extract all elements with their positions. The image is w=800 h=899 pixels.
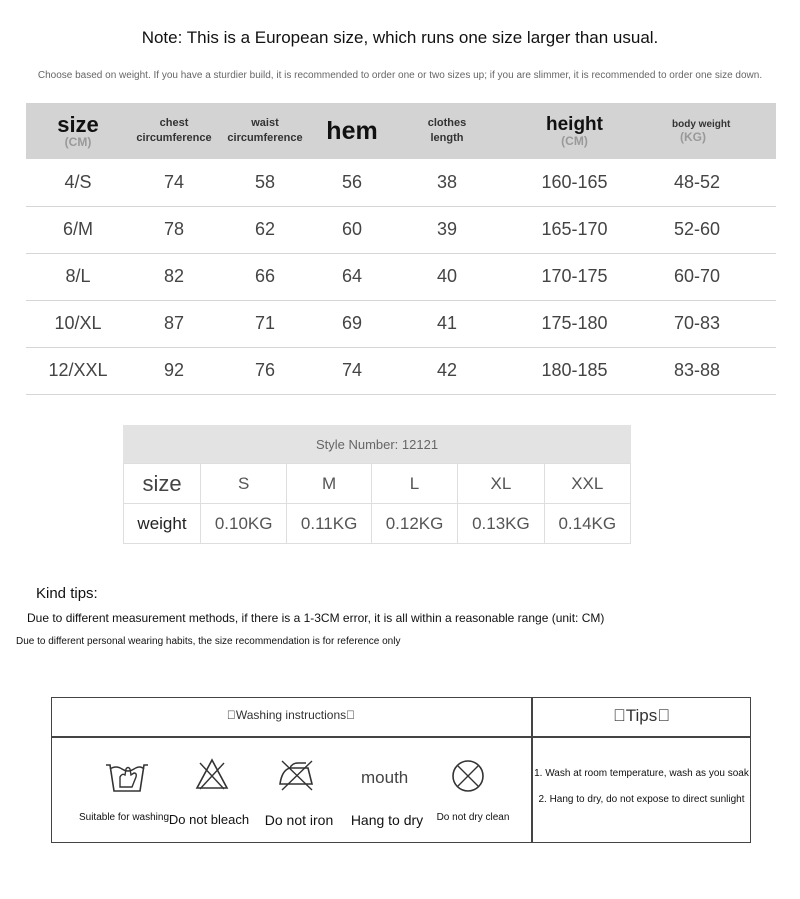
weight-table-size-label: size <box>124 464 201 504</box>
cell-chest: 78 <box>163 219 185 239</box>
cell-hem: 69 <box>341 313 363 333</box>
header-body-weight <box>647 103 776 159</box>
size-row <box>26 347 776 394</box>
label-suitable-for-washing: Suitable for washing <box>78 812 170 823</box>
washing-instructions-title:  Washing instructions  <box>226 708 356 722</box>
header-body-weight-label: body weight <box>672 119 731 130</box>
weight-table-size: L <box>371 464 457 504</box>
care-tips-title:  Tips  <box>613 706 670 725</box>
cell-waist: 76 <box>254 360 276 380</box>
header-hem-label: hem <box>326 116 378 145</box>
cell-waist: 66 <box>254 266 276 286</box>
header-height-label: height <box>546 114 603 135</box>
cell-length: 40 <box>436 266 458 286</box>
label-hang-to-dry: Hang to dry <box>350 812 424 828</box>
cell-hem: 64 <box>341 266 363 286</box>
header-chest <box>130 103 218 159</box>
cell-size: 12/XXL <box>48 360 108 380</box>
size-chart-header-row <box>26 103 776 159</box>
cell-waist: 58 <box>254 171 276 192</box>
cell-height: 175-180 <box>541 313 608 333</box>
header-chest-line2: circumference <box>136 132 212 144</box>
cell-chest: 92 <box>163 360 185 380</box>
header-hem <box>312 103 392 159</box>
label-do-not-iron: Do not iron <box>264 812 334 828</box>
label-do-not-dry-clean: Do not dry clean <box>436 812 510 823</box>
cell-body-weight: 52-60 <box>674 219 721 239</box>
kind-tips-measurement: Due to different measurement methods, if there is a 1-3CM error, it is all within a reasonable range (unit: CM) <box>27 611 605 625</box>
header-length-line1: clothes <box>427 117 467 129</box>
cell-waist: 71 <box>254 313 276 333</box>
header-height <box>502 103 647 159</box>
cell-length: 38 <box>436 171 458 192</box>
cell-height: 160-165 <box>541 171 608 192</box>
cell-chest: 74 <box>163 171 185 192</box>
weight-table <box>123 463 631 544</box>
cell-size: 10/XL <box>54 313 102 333</box>
cell-height: 170-175 <box>541 266 608 286</box>
header-size-label: size <box>57 112 99 137</box>
header-length-line2: length <box>430 132 464 144</box>
cell-length: 42 <box>436 360 458 380</box>
size-chart-table <box>26 103 776 395</box>
cell-body-weight: 60-70 <box>674 266 721 286</box>
care-tip-item: 1. Wash at room temperature, wash as you soak <box>534 768 749 779</box>
size-advice-note: Choose based on weight. If you have a sturdier build, it is recommended to order one or two sizes up; if you are slimmer, it is recommended to order one size down. <box>37 70 763 81</box>
header-size <box>26 103 130 159</box>
style-number-header: Style Number: 12121 <box>123 425 631 463</box>
header-waist-line1: waist <box>251 117 279 129</box>
cell-body-weight: 48-52 <box>674 171 721 192</box>
cell-length: 41 <box>436 313 458 333</box>
cell-chest: 82 <box>163 266 185 286</box>
header-height-unit: (CM) <box>561 134 588 148</box>
label-do-not-bleach: Do not bleach <box>168 812 250 827</box>
weight-table-size: XXL <box>544 464 630 504</box>
no-bleach-icon <box>194 757 230 791</box>
size-row <box>26 159 776 206</box>
cell-hem: 56 <box>341 171 363 192</box>
size-row <box>26 206 776 253</box>
weight-table-weight-label: weight <box>124 504 201 544</box>
cell-length: 39 <box>436 219 458 239</box>
cell-height: 180-185 <box>541 360 608 380</box>
weight-table-weight: 0.13KG <box>458 504 544 544</box>
weight-table-weight: 0.14KG <box>544 504 630 544</box>
european-size-note: Note: This is a European size, which runs one size larger than usual. <box>141 28 659 47</box>
kind-tips-reference: Due to different personal wearing habits, the size recommendation is for reference only <box>16 636 401 647</box>
header-waist-line2: circumference <box>227 132 303 144</box>
cell-size: 8/L <box>65 266 91 286</box>
cell-body-weight: 83-88 <box>674 360 721 380</box>
header-body-weight-unit: (KG) <box>680 130 706 144</box>
care-tip-item: 2. Hang to dry, do not expose to direct sunlight <box>538 794 745 805</box>
header-waist <box>218 103 312 159</box>
weight-table-weight-row <box>124 504 631 544</box>
size-row <box>26 300 776 347</box>
weight-table-size: S <box>201 464 287 504</box>
header-chest-line1: chest <box>159 117 189 129</box>
size-row <box>26 253 776 300</box>
no-iron-icon <box>276 758 318 792</box>
header-size-unit: (CM) <box>64 135 92 149</box>
cell-size: 4/S <box>64 171 92 192</box>
weight-table-size: XL <box>458 464 544 504</box>
cell-hem: 60 <box>341 219 363 239</box>
no-dry-clean-icon <box>450 758 486 794</box>
hand-wash-icon <box>104 757 150 795</box>
hang-dry-mouth-text: mouth <box>361 768 409 787</box>
kind-tips-title: Kind tips: <box>36 585 98 602</box>
weight-table-weight: 0.11KG <box>287 504 372 544</box>
weight-table-size: M <box>287 464 372 504</box>
cell-height: 165-170 <box>541 219 608 239</box>
cell-waist: 62 <box>254 219 276 239</box>
cell-size: 6/M <box>62 219 93 239</box>
weight-table-size-row <box>124 464 631 504</box>
cell-body-weight: 70-83 <box>674 313 721 333</box>
weight-table-weight: 0.10KG <box>201 504 287 544</box>
washing-box-divider-horizontal <box>51 736 751 738</box>
cell-chest: 87 <box>163 313 185 333</box>
header-length <box>392 103 502 159</box>
cell-hem: 74 <box>341 360 363 380</box>
weight-table-weight: 0.12KG <box>371 504 457 544</box>
